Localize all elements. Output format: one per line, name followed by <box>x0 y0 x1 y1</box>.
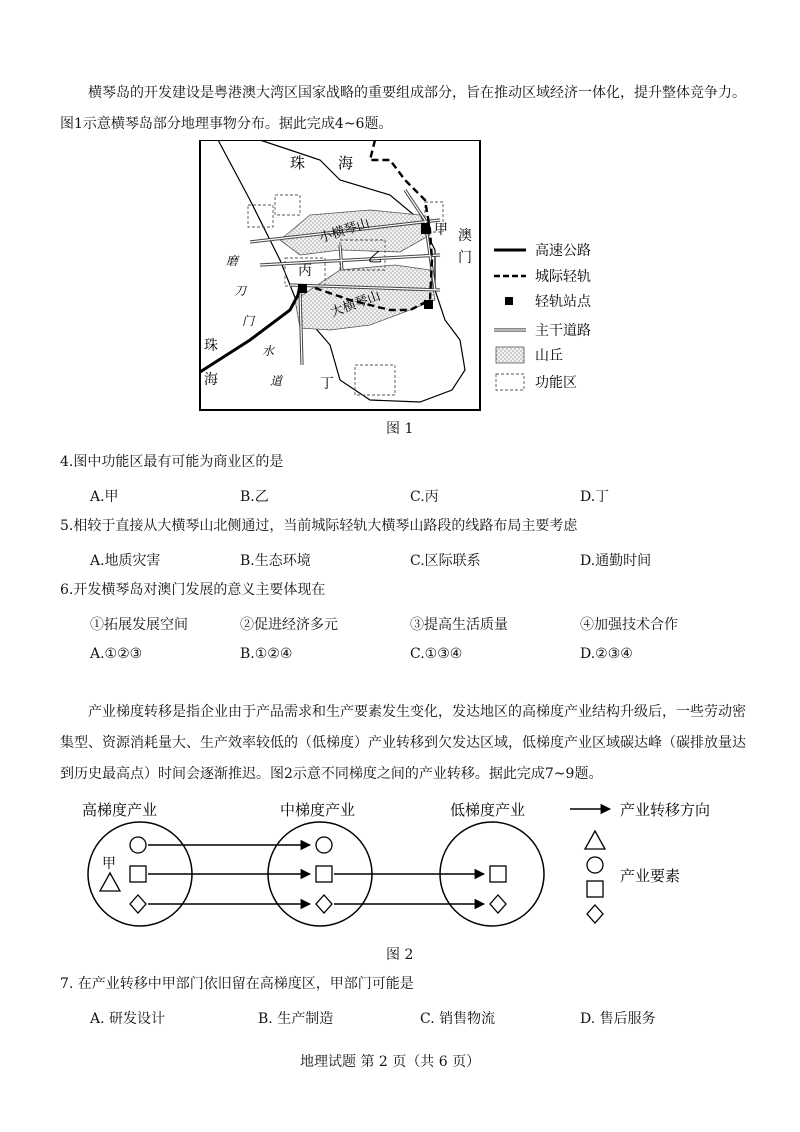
q5-stem: 5.相较于直接从大横琴山北侧通过，当前城际轻轨大横琴山路段的线路布局主要考虑 <box>60 518 578 534</box>
label-hai-top: 海 <box>338 154 354 172</box>
q6-option: D.②③④ <box>580 646 633 662</box>
label-high-gradient: 高梯度产业 <box>82 801 158 819</box>
q6-item: ②促进经济多元 <box>240 617 338 633</box>
intro-paragraph-2: 产业梯度转移是指企业由于产品需求和生产要素发生变化，发达地区的高梯度产业结构升级后，一些劳动密集型、资源消耗量大、生产效率较低的（低梯度）产业转移到欠发达区域，低梯度产业区域碳达峰（碳排放量达到历史最高点）时间会逐渐推迟。图2示意不同梯度之间的产业转移。据此完成7~9题。 <box>60 704 746 782</box>
map-legend <box>494 242 592 391</box>
label-shuidao: 水 <box>262 344 275 358</box>
label-low-gradient: 低梯度产业 <box>450 801 526 819</box>
label-aomen-ao: 澳 <box>458 228 472 244</box>
legend-label: 城际轻轨 <box>535 269 591 285</box>
q7-option: B. 生产制造 <box>258 1011 334 1027</box>
legend-label: 高速公路 <box>535 243 591 259</box>
q5-option: A.地质灾害 <box>90 553 161 569</box>
label-modaomen: 门 <box>242 314 255 328</box>
q6-item: ④加强技术合作 <box>580 617 678 633</box>
figure-1-map <box>190 140 620 412</box>
figure-2-caption: 图 2 <box>386 947 414 963</box>
q5-option: D.通勤时间 <box>580 553 652 569</box>
q4-option: D.丁 <box>580 489 610 505</box>
q6-option: B.①②④ <box>240 646 293 662</box>
legend-label: 轻轨站点 <box>535 294 591 310</box>
legend-label: 功能区 <box>535 375 577 391</box>
q7-option: D. 售后服务 <box>580 1011 656 1027</box>
diamond-icon <box>130 895 146 913</box>
label-yi: 乙 <box>368 250 382 266</box>
page-footer: 地理试题 第 2 页（共 6 页） <box>300 1054 481 1070</box>
label-aomen-men: 门 <box>458 250 472 266</box>
rail-station <box>421 223 430 234</box>
diamond-icon <box>316 895 332 913</box>
label-shuidao: 道 <box>270 374 283 388</box>
square-icon <box>490 866 506 882</box>
rail-station <box>298 284 307 293</box>
q7-option: A. 研发设计 <box>90 1011 166 1027</box>
circle-icon <box>316 837 332 853</box>
figure-2-diagram <box>80 795 740 945</box>
label-zhuhai-bl: 珠 <box>204 338 218 354</box>
q6-stem: 6.开发横琴岛对澳门发展的意义主要体现在 <box>60 582 326 598</box>
triangle-icon <box>100 873 120 891</box>
legend-diamond-icon <box>587 905 603 923</box>
legend-triangle-icon <box>585 831 605 849</box>
legend-label: 主干道路 <box>535 323 591 339</box>
label-zhuhai-top: 珠 <box>290 154 306 172</box>
label-bing: 丙 <box>298 263 312 279</box>
label-jia-dept: 甲 <box>102 856 116 872</box>
label-zhuhai-bl: 海 <box>204 372 218 388</box>
label-ding: 丁 <box>320 376 334 392</box>
q6-item: ③提高生活质量 <box>410 617 508 633</box>
intro-paragraph-1: 横琴岛的开发建设是粤港澳大湾区国家战略的重要组成部分，旨在推动区域经济一体化，提升整体竞争力。图1示意横琴岛部分地理事物分布。据此完成4~6题。 <box>60 85 746 132</box>
label-xiao-hengqin: 小横琴山 <box>317 215 372 247</box>
q4-stem: 4.图中功能区最有可能为商业区的是 <box>60 454 284 470</box>
diamond-icon <box>490 895 506 913</box>
square-icon <box>130 866 146 882</box>
circle-icon <box>130 837 146 853</box>
label-jia: 甲 <box>434 222 448 238</box>
square-icon <box>316 866 332 882</box>
q6-option: A.①②③ <box>90 646 143 662</box>
q4-option: B.乙 <box>240 489 269 505</box>
q5-option: B.生态环境 <box>240 553 311 569</box>
legend-square-icon <box>587 881 603 897</box>
q4-option: C.丙 <box>410 489 439 505</box>
label-da-hengqin: 大横琴山 <box>328 288 383 321</box>
rail-station <box>424 300 433 309</box>
q5-option: C.区际联系 <box>410 553 481 569</box>
q4-option: A.甲 <box>90 489 119 505</box>
q6-item: ①拓展发展空间 <box>90 617 188 633</box>
label-mid-gradient: 中梯度产业 <box>280 801 356 819</box>
legend-circle-icon <box>587 857 603 873</box>
q6-option: C.①③④ <box>410 646 463 662</box>
legend-label: 山丘 <box>535 348 563 364</box>
label-modaomen: 刀 <box>234 284 247 298</box>
label-modaomen: 磨 <box>226 254 239 268</box>
q7-option: C. 销售物流 <box>420 1011 496 1027</box>
q7-stem: 7. 在产业转移中甲部门依旧留在高梯度区，甲部门可能是 <box>60 976 414 992</box>
legend-arrow-label: 产业转移方向 <box>620 801 711 819</box>
figure-1-caption: 图 1 <box>386 421 414 437</box>
legend-factor-label: 产业要素 <box>620 867 681 885</box>
